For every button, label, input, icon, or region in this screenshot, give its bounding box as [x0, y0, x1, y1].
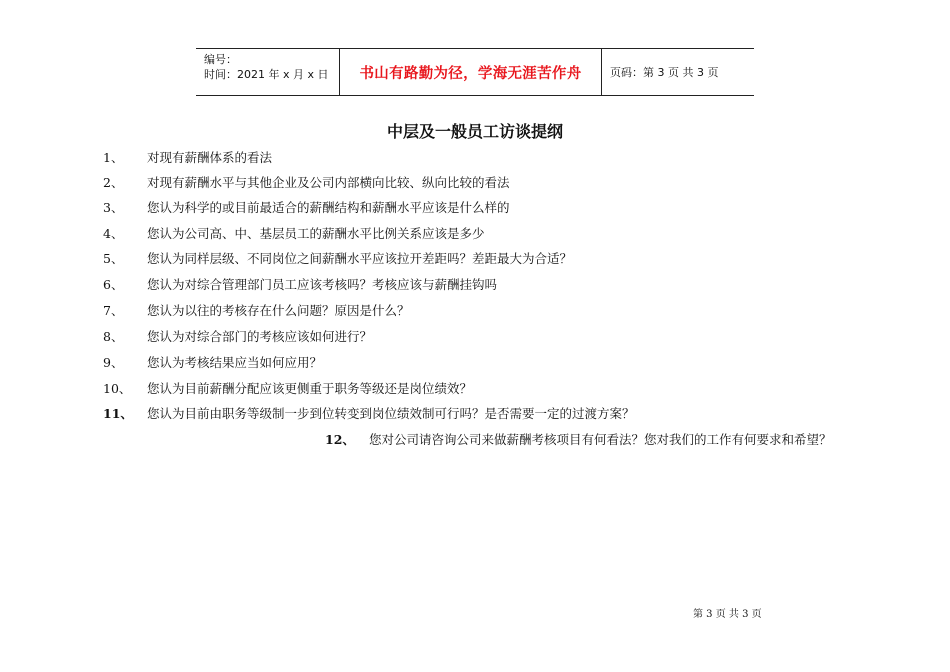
- question-number: 12、: [325, 432, 355, 447]
- question-text: 您认为对综合部门的考核应该如何进行？: [147, 329, 373, 344]
- serial-label: 编号：: [204, 53, 237, 66]
- question-text: 您对公司请咨询公司来做薪酬考核项目有何看法？您对我们的工作有何要求和希望？: [369, 432, 832, 447]
- question-text: 您认为目前由职务等级制一步到位转变到岗位绩效制可行吗？是否需要一定的过渡方案？: [147, 406, 635, 421]
- question-text: 您认为目前薪酬分配应该更侧重于职务等级还是岗位绩效？: [147, 381, 473, 396]
- question-text: 对现有薪酬水平与其他企业及公司内部横向比较、纵向比较的看法: [147, 175, 510, 190]
- question-number: 6、: [103, 277, 124, 292]
- question-number: 8、: [103, 329, 124, 344]
- question-text: 您认为科学的或目前最适合的薪酬结构和薪酬水平应该是什么样的: [147, 200, 510, 215]
- question-number: 1、: [103, 150, 124, 165]
- question-number: 11、: [103, 406, 133, 421]
- question-number: 4、: [103, 226, 124, 241]
- question-number: 5、: [103, 251, 124, 266]
- question-text: 您认为以往的考核存在什么问题？原因是什么？: [147, 303, 410, 318]
- question-number: 3、: [103, 200, 124, 215]
- header-table: [196, 48, 754, 96]
- question-text: 您认为公司高、中、基层员工的薪酬水平比例关系应该是多少: [147, 226, 485, 241]
- question-number: 9、: [103, 355, 124, 370]
- question-text: 您认为考核结果应当如何应用？: [147, 355, 323, 370]
- question-number: 10、: [103, 381, 132, 396]
- header-meta-cell: [196, 49, 340, 95]
- time-label: 时间：2021 年 x 月 x 日: [204, 68, 329, 81]
- question-number: 7、: [103, 303, 124, 318]
- question-number: 2、: [103, 175, 124, 190]
- header-motto: 书山有路勤为径，学海无涯苦作舟: [340, 49, 602, 95]
- question-text: 您认为对综合管理部门员工应该考核吗？考核应该与薪酬挂钩吗: [147, 277, 498, 292]
- header-page-code: 页码：第 3 页 共 3 页: [610, 66, 719, 79]
- question-text: 您认为同样层级、不同岗位之间薪酬水平应该拉开差距吗？差距最大为合适？: [147, 251, 573, 266]
- question-text: 对现有薪酬体系的看法: [147, 150, 273, 165]
- page-footer: 第 3 页 共 3 页: [693, 609, 762, 620]
- document-title: 中层及一般员工访谈提纲: [386, 122, 563, 141]
